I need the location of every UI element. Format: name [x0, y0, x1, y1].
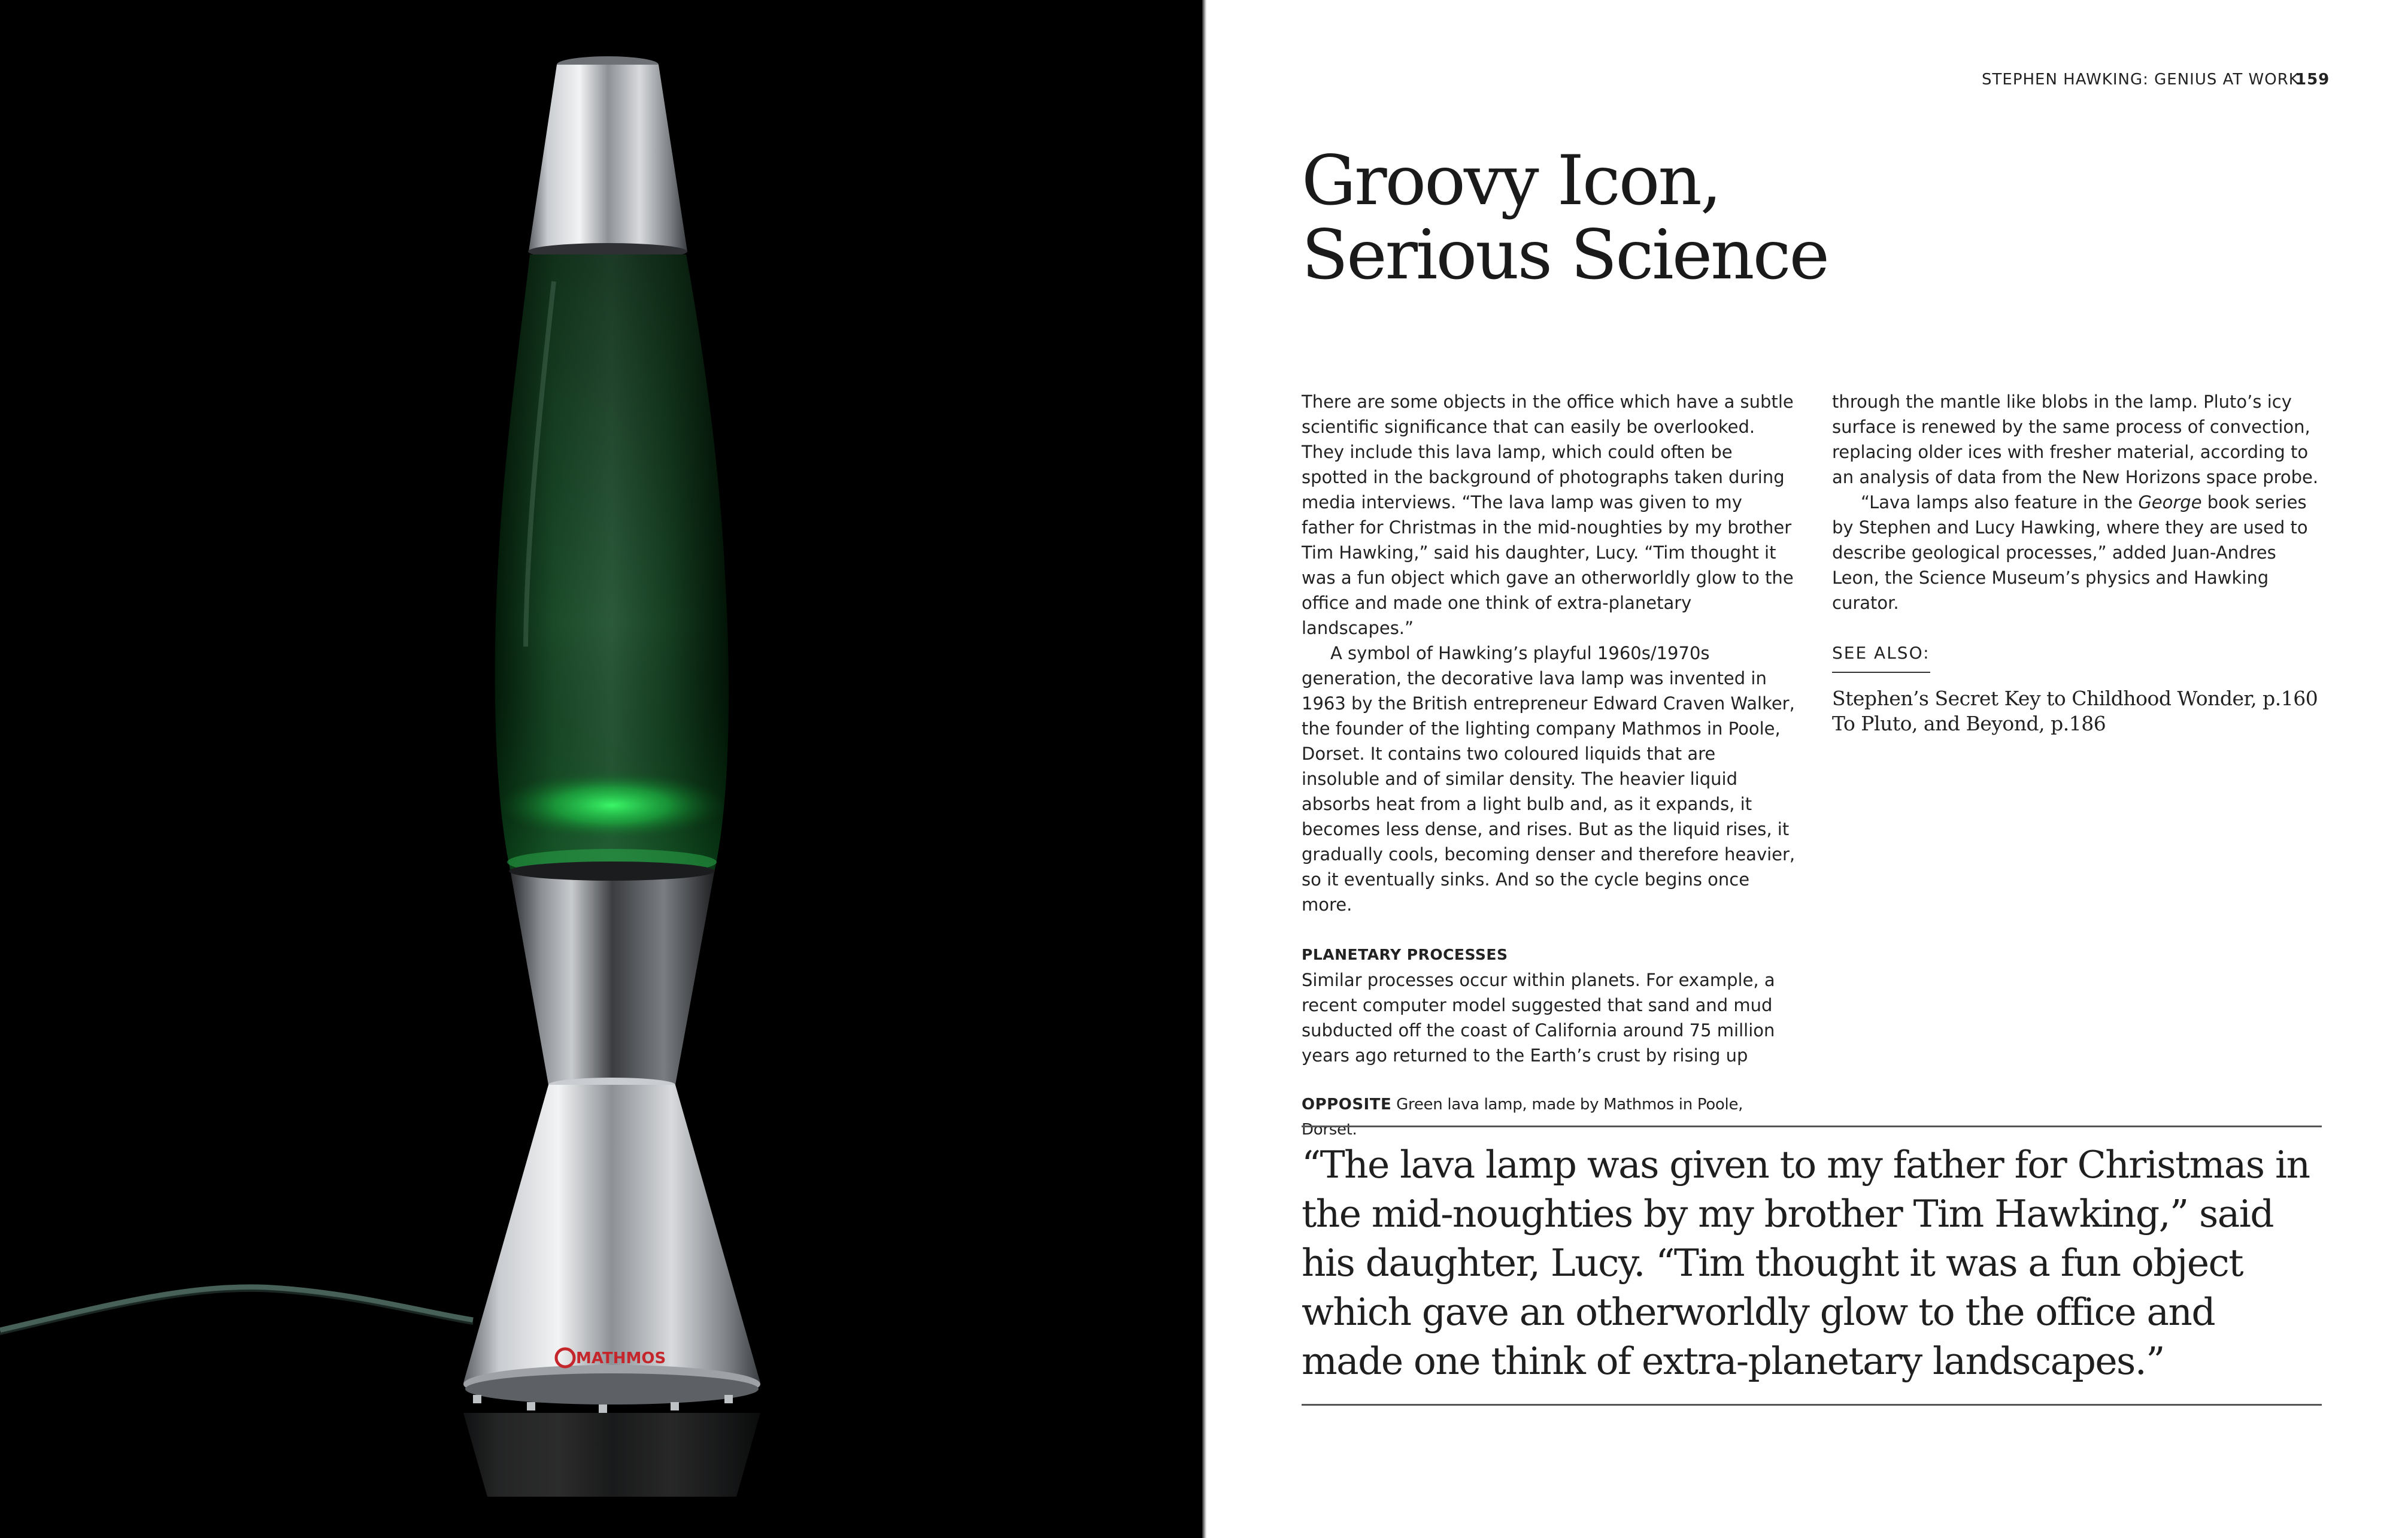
- body-text: “Lava lamps also feature in the: [1861, 492, 2139, 512]
- running-head: [1982, 71, 2330, 89]
- book-title: George: [2138, 492, 2202, 512]
- body-column-right: [1832, 389, 2323, 736]
- page-title-line-2: Serious Science: [1302, 215, 1828, 295]
- pull-quote-text: “The lava lamp was given to my father for Christmas in the mid-noughties by my brother Tim Hawking,” said his daughter, Lucy. “Tim thought it was a fun object which gave an otherworldly glow to the office and made one think of extra-planetary landscapes.”: [1302, 1143, 2310, 1383]
- lava-lamp-illustration: [0, 0, 1202, 1538]
- section-subhead: PLANETARY PROCESSES: [1302, 946, 1508, 963]
- body-paragraph: [1832, 490, 2323, 615]
- see-also-item: Stephen’s Secret Key to Childhood Wonder, p.160: [1832, 687, 2318, 710]
- caption-text: Green lava lamp, made by Mathmos in Poole, Dorset.: [1302, 1096, 1743, 1139]
- page-number: 159: [2295, 71, 2330, 89]
- page-title: [1302, 141, 2200, 295]
- lamp-brand-logo: MATHMOS: [576, 1349, 666, 1367]
- body-paragraph: There are some objects in the office which have a subtle scientific significance that can easily be overlooked. They include this lava lamp, which could often be spotted in the background of photographs taken during media interviews. “The lava lamp was given to my father for Christmas in the mid-noughties by my brother Tim Hawking,” said his daughter, Lucy. “Tim thought it was a fun object which gave an otherworldly glow to the office and made one think of extra-planetary landscapes.”: [1302, 392, 1794, 638]
- see-also-label: SEE ALSO:: [1832, 641, 1930, 673]
- see-also-item: To Pluto, and Beyond, p.186: [1832, 712, 2106, 735]
- body-column-left: [1302, 389, 1799, 1142]
- body-paragraph: A symbol of Hawking’s playful 1960s/1970s generation, the decorative lava lamp was invented in 1963 by the British entrepreneur Edward Craven Walker, the founder of the lighting company Mathmos in Poole, Dorset. It contains two coloured liquids that are insoluble and of similar density. The heavier liquid absorbs heat from a light bulb and, as it expands, it becomes less dense, and rises. But as the liquid rises, it gradually cools, becoming denser and therefore heavier, so it eventually sinks. And so the cycle begins once more.: [1302, 643, 1796, 915]
- see-also-list: [1832, 686, 2323, 736]
- body-text: book series by Stephen and Lucy Hawking, where they are used to describe geological processes,” added Juan-Andres Leon, the Science Museum’s physics and Hawking curator.: [1832, 492, 2308, 613]
- caption-label: OPPOSITE: [1302, 1096, 1392, 1114]
- lava-lamp-photo: [0, 0, 1202, 1538]
- pull-quote: [1302, 1126, 2322, 1406]
- body-paragraph: Similar processes occur within planets. For example, a recent computer model suggested that sand and mud subducted off the coast of California around 75 million years ago returned to the Earth’s crust by rising up: [1302, 970, 1775, 1066]
- page-title-line-1: Groovy Icon,: [1302, 141, 1721, 220]
- body-paragraph: through the mantle like blobs in the lamp. Pluto’s icy surface is renewed by the same process of convection, replacing older ices with fresher material, according to an analysis of data from the New Horizons space probe.: [1832, 392, 2319, 487]
- page-gutter: [1202, 0, 1207, 1538]
- running-head-title: STEPHEN HAWKING: GENIUS AT WORK: [1982, 71, 2300, 89]
